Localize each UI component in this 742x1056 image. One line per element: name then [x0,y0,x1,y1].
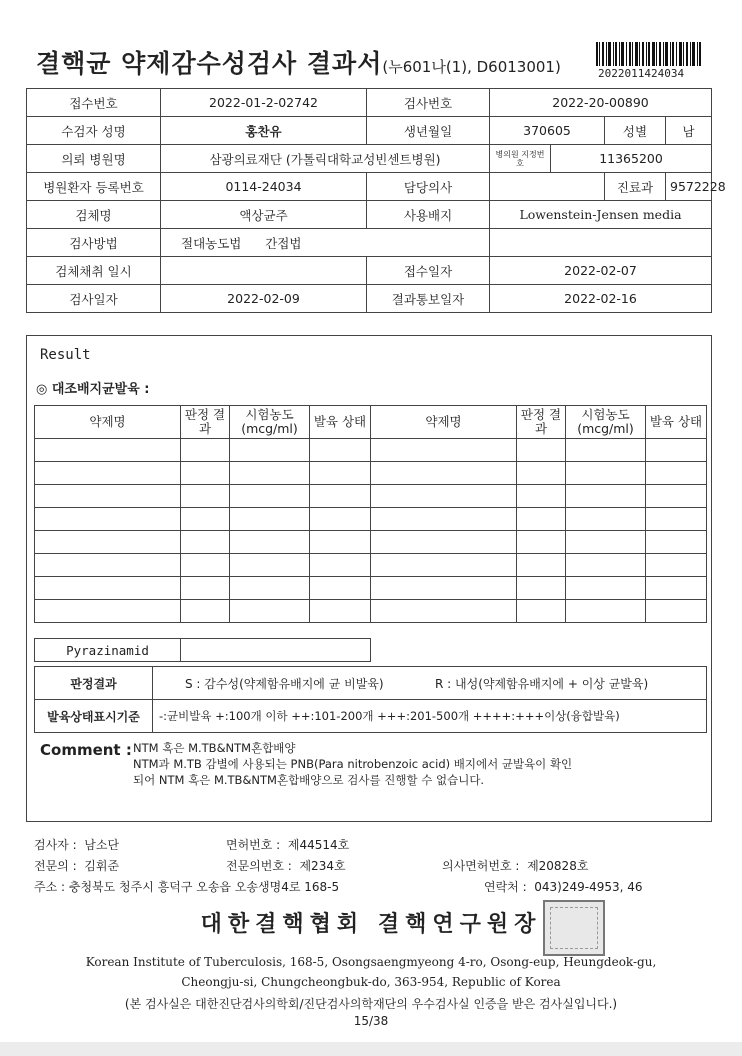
dept-label: 진료과 [605,173,666,201]
comment-line-3: 되어 NTM 혹은 M.TB&NTM혼합배양으로 검사를 진행할 수 없습니다. [133,773,485,787]
dept-value: 9572228 [666,173,712,201]
certification-note: (본 검사실은 대한진단검사의학회/진단검사의학재단의 우수검사실 인증을 받은 검사실입니다.) [124,997,618,1011]
legend-growth-label: 발육상태표시기준 [35,700,153,733]
result-heading: Result [40,347,91,363]
patient-name: 홍찬유 [161,117,367,145]
test-no: 2022-20-00890 [490,89,712,117]
legend-growth: -:균비발육 +:100개 이하 ++:101-200개 +++:201-500개 ++++:+++이상(융합발육) [153,700,707,733]
col-judge-2: 판정 결과 [517,406,566,439]
col-growth-2: 발육 상태 [646,406,707,439]
table-row [35,439,707,462]
table-row [35,600,707,623]
control-growth-label: ◎ 대조배지균발육 : [36,382,150,397]
method-2: 간접법 [265,235,302,251]
col-judge: 판정 결과 [181,406,230,439]
sex: 남 [666,117,712,145]
received-date: 2022-02-07 [490,257,712,285]
birth-label: 생년월일 [367,117,490,145]
tested-label: 검사일자 [27,285,161,313]
table-row [35,508,707,531]
received-label: 접수일자 [367,257,490,285]
legend-r: R : 내성(약제함유배지에 + 이상 균발육) [435,676,649,691]
specimen: 액상균주 [161,201,367,229]
patient-name-label: 수검자 성명 [27,117,161,145]
report-label: 결과통보일자 [367,285,490,313]
pyrazinamide-value [181,639,371,662]
barcode-number: 2022011424034 [598,67,685,80]
doctor-license: 의사면허번호 : 제20828호 [442,859,589,873]
sex-label: 성별 [605,117,666,145]
report-code: (누601나(1), D6013001) [382,58,561,76]
legend-table [34,666,707,733]
reg-no: 0114-24034 [161,173,367,201]
address-en-line-2: Cheongju-si, Chungcheongbuk-do, 363-954, Republic of Korea [181,975,561,989]
comment-line-1: NTM 혹은 M.TB&NTM혼합배양 [133,741,296,755]
medium-label: 사용배지 [367,201,490,229]
pyrazinamide-label: Pyrazinamid [35,639,181,662]
legend-judge [153,667,707,700]
col-conc-2: 시험농도 (mcg/ml) [566,406,646,439]
address: 주소 : 충청북도 청주시 흥덕구 오송읍 오송생명4로 168-5 [34,880,340,894]
table-row [35,462,707,485]
expert: 전문의 : 김휘준 [34,859,120,873]
collect-label: 검체채취 일시 [27,257,161,285]
col-drug-2: 약제명 [371,406,517,439]
table-row [35,577,707,600]
col-drug: 약제명 [35,406,181,439]
address-en-line-1: Korean Institute of Tuberculosis, 168-5, Osongsaengmyeong 4-ro, Osong-eup, Heungdeok-gu, [85,955,657,969]
table-row [35,531,707,554]
pyrazinamide-row [34,638,371,662]
hospital-label: 의뢰 병원명 [27,145,161,173]
hospital-code-label: 병의원 지정번호 [495,149,545,168]
method-1: 절대농도법 [181,235,242,251]
organization-name: 대한결핵협회 결핵연구원장 [200,912,542,937]
barcode [596,42,701,66]
report-title: 결핵균 약제감수성검사 결과서(누601나(1), D6013001) [36,49,561,78]
medium: Lowenstein-Jensen media [490,201,712,229]
method-label: 검사방법 [27,229,161,257]
specimen-label: 검체명 [27,201,161,229]
reg-no-label: 병원환자 등록번호 [27,173,161,201]
method-values [161,229,490,257]
drug-table [34,405,707,623]
tested-date: 2022-02-09 [161,285,367,313]
collect-date [161,257,367,285]
contact: 연락처 : 043)249-4953, 46 [484,880,643,894]
expert-number: 전문의번호 : 제234호 [226,859,346,873]
test-no-label: 검사번호 [367,89,490,117]
license: 면허번호 : 제44514호 [226,838,350,852]
table-row [35,554,707,577]
comment-line-2: NTM과 M.TB 감별에 사용되는 PNB(Para nitrobenzoic acid) 배지에서 균발육이 확인 [133,757,573,771]
col-conc: 시험농도 (mcg/ml) [230,406,310,439]
table-row [35,485,707,508]
doctor-name [490,173,605,201]
doctor-label: 담당의사 [367,173,490,201]
report-date: 2022-02-16 [490,285,712,313]
hospital-code: 11365200 [551,145,712,173]
tester: 검사자 : 남소단 [34,838,120,852]
comment-label: Comment : [40,741,132,759]
legend-judge-label: 판정결과 [35,667,153,700]
legend-s: S : 감수성(약제함유배지에 균 비발육) [185,676,384,691]
hospital-name: 삼광의료재단 (가톨릭대학교성빈센트병원) [161,145,490,173]
method-empty [490,229,712,257]
receipt-no: 2022-01-2-02742 [161,89,367,117]
receipt-no-label: 접수번호 [27,89,161,117]
col-growth: 발육 상태 [310,406,371,439]
patient-info-table [26,88,726,313]
birth-date: 370605 [490,117,605,145]
page-number: 15/38 [353,1014,389,1028]
